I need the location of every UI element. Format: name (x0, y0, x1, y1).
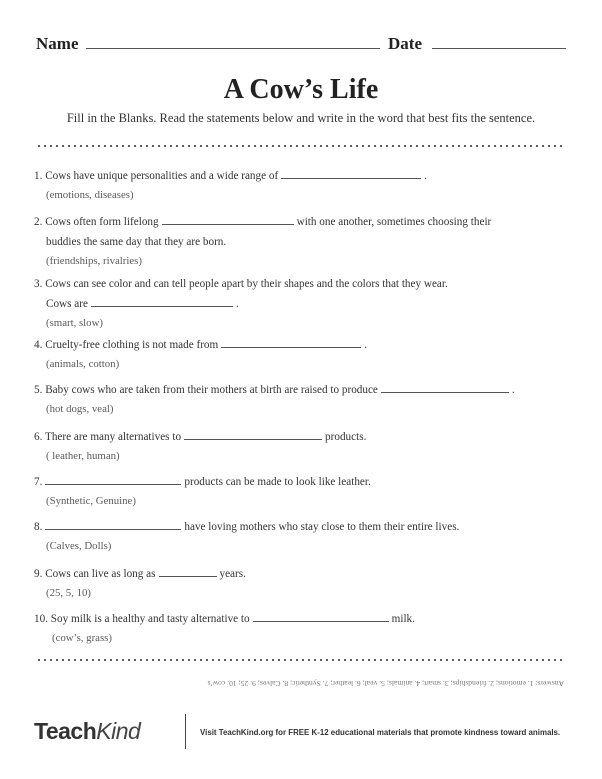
question-3-post: . (235, 298, 239, 310)
footer-text: Visit TeachKind.org for FREE K-12 educational materials that promote kindness toward animals. (200, 728, 561, 737)
question-7-hint: (Synthetic, Genuine) (46, 495, 136, 507)
question-10-text: 10. Soy milk is a healthy and tasty alternative to (34, 613, 250, 625)
question-1-text: 1. Cows have unique personalities and a wide range of (34, 170, 279, 182)
bottom-dotted-divider (36, 659, 566, 661)
question-9 (34, 564, 574, 602)
question-1 (34, 166, 574, 204)
question-7 (34, 472, 574, 510)
question-2-blank[interactable] (162, 213, 294, 225)
question-5-post: . (511, 384, 515, 396)
question-2 (34, 212, 574, 270)
question-10-hint: (cow’s, grass) (52, 632, 112, 644)
question-3-line2: Cows are (46, 298, 88, 310)
question-2-post: with one another, sometimes choosing their (296, 216, 492, 228)
date-field[interactable] (432, 48, 566, 49)
question-8-post: have loving mothers who stay close to them their entire lives. (184, 521, 460, 533)
question-9-text: 9. Cows can live as long as (34, 568, 156, 580)
question-8 (34, 517, 574, 555)
question-8-blank[interactable] (45, 518, 181, 530)
question-7-blank[interactable] (45, 473, 181, 485)
question-7-text: 7. (34, 476, 43, 488)
logo-teach: Teach (34, 718, 97, 744)
footer-divider (185, 714, 186, 749)
question-5 (34, 380, 574, 418)
instructions: Fill in the Blanks. Read the statements below and write in the word that best fits the sentence. (66, 111, 536, 125)
question-8-text: 8. (34, 521, 43, 533)
question-2-hint: (friendships, rivalries) (46, 255, 142, 267)
question-1-blank[interactable] (281, 167, 421, 179)
answer-key: Answers: 1. emotions; 2. friendships; 3. smart; 4. animals; 5. veal; 6. leather; 7. Synthetic; 8. Calves; 9. 25; 10. cow’s (207, 679, 564, 688)
question-3-text: 3. Cows can see color and can tell people apart by their shapes and the colors that they wear. (34, 278, 448, 290)
question-2-text: 2. Cows often form lifelong (34, 216, 159, 228)
name-field[interactable] (86, 48, 380, 49)
question-4-text: 4. Cruelty-free clothing is not made from (34, 339, 219, 351)
question-6-text: 6. There are many alternatives to (34, 431, 182, 443)
question-10-post: milk. (391, 613, 415, 625)
question-9-post: years. (219, 568, 246, 580)
question-6-hint: ( leather, human) (46, 450, 120, 462)
question-6-post: products. (325, 431, 367, 443)
question-5-blank[interactable] (381, 381, 509, 393)
question-4 (34, 335, 574, 373)
teachkind-logo (34, 718, 140, 745)
question-3 (34, 274, 574, 332)
question-1-hint: (emotions, diseases) (46, 189, 134, 201)
question-10 (34, 609, 574, 647)
question-5-hint: (hot dogs, veal) (46, 403, 114, 415)
question-10-blank[interactable] (253, 610, 389, 622)
question-8-hint: (Calves, Dolls) (46, 540, 112, 552)
question-3-hint: (smart, slow) (46, 317, 103, 329)
question-4-hint: (animals, cotton) (46, 358, 120, 370)
question-9-blank[interactable] (159, 565, 217, 577)
question-4-blank[interactable] (221, 336, 361, 348)
question-4-post: . (364, 339, 368, 351)
question-5-text: 5. Baby cows who are taken from their mothers at birth are raised to produce (34, 384, 378, 396)
logo-kind: Kind (96, 718, 141, 744)
question-7-post: products can be made to look like leather. (184, 476, 371, 488)
question-3-blank[interactable] (91, 295, 233, 307)
question-1-post: . (424, 170, 427, 182)
question-6-blank[interactable] (184, 428, 322, 440)
question-2-line2: buddies the same day that they are born. (46, 236, 227, 248)
page-title: A Cow’s Life (223, 74, 379, 105)
name-label: Name (36, 34, 79, 53)
question-6 (34, 427, 574, 465)
date-label: Date (388, 34, 422, 53)
top-dotted-divider (36, 145, 566, 147)
question-9-hint: (25, 5, 10) (46, 587, 91, 599)
